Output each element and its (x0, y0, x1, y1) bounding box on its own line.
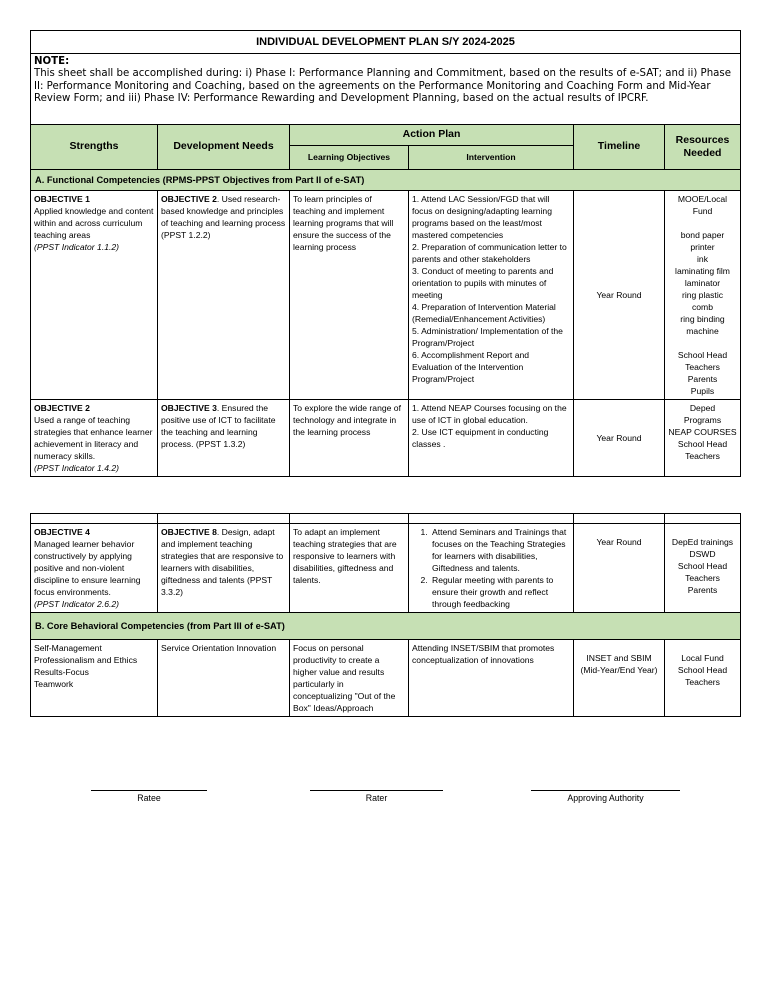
learning-objective-cell: To explore the wide range of technology and integrate in the learning process (290, 399, 409, 476)
list-line: ink (697, 253, 708, 264)
strength-objective-title: OBJECTIVE 2 (34, 402, 90, 413)
table-row (31, 523, 741, 612)
intervention-cell: 1. Attend LAC Session/FGD that will focus on designing/adapting learning programs based on the least/most mastered competencies 2. Preparation of communication letter to parents and other stakeholders 3. Conduct of meeting to parents and orientation to pupils with minutes of meeting 4. Preparation of Intervention Material (Remedial/Enhancement Activities) 5. Administration/ Implementation of the Program/Project 6. Accomplishment Report and Evaluation of the Intervention Program/Project (409, 190, 574, 399)
list-line: Deped (689, 402, 716, 413)
list-line: DSWD (689, 548, 716, 559)
resources-cell (665, 639, 741, 716)
need-objective-title: OBJECTIVE 8 (161, 526, 217, 537)
header-learning-objectives: Learning Objectives (290, 145, 409, 169)
need-text: . Ensured the positive use of ICT to facilitate the teaching and learning process. (PPST 1.3.2) (161, 402, 276, 449)
development-need-cell (158, 399, 290, 476)
strength-text: Applied knowledge and content within and across curriculum teaching areas (34, 205, 154, 240)
strength-text: Managed learner behavior constructively by applying positive and non-violent discipline to ensure learning focus environments. (34, 538, 141, 597)
blank-row (31, 513, 741, 523)
intervention-cell (409, 523, 574, 612)
list-line: Teachers (685, 572, 720, 583)
idp-table (30, 30, 741, 477)
resources-cell (665, 523, 741, 612)
strength-indicator: (PPST Indicator 2.6.2) (34, 598, 120, 609)
idp-table-continued (30, 513, 741, 717)
strength-indicator: (PPST Indicator 1.4.2) (34, 462, 120, 473)
list-line: School Head (677, 664, 728, 675)
signature-line (531, 790, 680, 791)
note-box (31, 54, 741, 125)
list-line: Self-Management (34, 642, 102, 653)
header-strengths: Strengths (31, 124, 158, 169)
signature-label-ratee: Ratee (137, 793, 161, 803)
list-line: bond paper (680, 229, 725, 240)
strength-objective-title: OBJECTIVE 4 (34, 526, 90, 537)
list-line: Teamwork (34, 678, 74, 689)
list-line: Teachers (685, 450, 720, 461)
table-row (31, 399, 741, 476)
signature-label-rater: Rater (365, 793, 388, 803)
list-line: School Head (677, 438, 728, 449)
intervention-cell: 1. Attend NEAP Courses focusing on the use of ICT in global education. 2. Use ICT equipment in conducting classes . (409, 399, 574, 476)
note-text: This sheet shall be accomplished during: i) Phase I: Performance Planning and Commitment, based on the results of e-SAT; and ii) Phase II: Performance Monitoring and Coaching, based on the agreements on the Performance Monitoring and Coaching Form and Mid-Year Review Form; and iii) Phase IV: Performance Rewarding and Development Planning, based on the actual results of IPCRF. (34, 68, 731, 105)
timeline-cell: Year Round (574, 190, 665, 399)
strength-cell (31, 399, 158, 476)
resources-cell (665, 190, 741, 399)
list-line: printer (690, 241, 715, 252)
list-line (668, 337, 737, 349)
learning-objective-cell: To adapt an implement teaching strategies that are responsive to learners with disabilities, giftedness and talents. (290, 523, 409, 612)
signature-line (310, 790, 443, 791)
list-line: ring plastic (681, 289, 724, 300)
intervention-item: 2. Regular meeting with parents to ensure their growth and reflect through feedbacking (430, 574, 570, 610)
strength-cell (31, 523, 158, 612)
section-b-title: B. Core Behavioral Competencies (from Part III of e-SAT) (31, 612, 741, 639)
list-line (668, 217, 737, 229)
learning-objective-cell: Focus on personal productivity to create a higher value and results particularly in conceptualizing "Out of the Box" Ideas/Approach (290, 639, 409, 716)
signature-line (91, 790, 207, 791)
list-line: comb (691, 301, 713, 312)
list-line: Results-Focus (34, 666, 89, 677)
signature-rater (310, 790, 443, 803)
list-line: MOOE/Local (677, 193, 728, 204)
list-line: Local Fund (681, 652, 724, 663)
list-line: School Head (677, 349, 728, 360)
list-line: Teachers (685, 361, 720, 372)
list-line: ring binding (680, 313, 725, 324)
note-label: NOTE: (34, 56, 70, 67)
table-row (31, 639, 741, 716)
list-line: Pupils (690, 385, 715, 396)
idp-sheet (30, 30, 740, 717)
list-line: laminating film (675, 265, 730, 276)
list-line: laminator (684, 277, 721, 288)
timeline-cell: Year Round (574, 399, 665, 476)
list-line: Fund (692, 205, 713, 216)
document-title: INDIVIDUAL DEVELOPMENT PLAN S/Y 2024-2025 (31, 31, 741, 54)
list-line: Professionalism and Ethics (34, 654, 138, 665)
list-line: (Mid-Year/End Year) (580, 664, 658, 675)
header-timeline: Timeline (574, 124, 665, 169)
strength-cell (31, 639, 158, 716)
list-line: Teachers (685, 676, 720, 687)
signature-approving-authority (531, 790, 680, 803)
list-line: machine (686, 325, 719, 336)
resources-cell (665, 399, 741, 476)
development-need-cell (158, 190, 290, 399)
list-line: Parents (687, 584, 718, 595)
header-resources: Resources Needed (665, 124, 741, 169)
header-development-needs: Development Needs (158, 124, 290, 169)
need-objective-title: OBJECTIVE 2 (161, 193, 217, 204)
signature-ratee (91, 790, 207, 803)
table-row (31, 190, 741, 399)
intervention-cell: Attending INSET/SBIM that promotes conceptualization of innovations (409, 639, 574, 716)
need-text: . Used research-based knowledge and principles of teaching and learning process (PPST 1.2.2) (161, 193, 286, 240)
strength-cell (31, 190, 158, 399)
need-objective-title: OBJECTIVE 3 (161, 402, 217, 413)
learning-objective-cell: To learn principles of teaching and implement learning programs that will ensure the success of the learning process (290, 190, 409, 399)
list-line: NEAP COURSES (668, 426, 737, 437)
list-line: DepEd trainings (671, 536, 734, 547)
header-intervention: Intervention (409, 145, 574, 169)
signature-label-approving: Approving Authority (567, 793, 644, 803)
section-a-title: A. Functional Competencies (RPMS-PPST Objectives from Part II of e-SAT) (31, 169, 741, 190)
strength-objective-title: OBJECTIVE 1 (34, 193, 90, 204)
need-text: . Design, adapt and implement teaching strategies that are responsive to learners with disabilities, giftedness and talents (PPST 3.3.2) (161, 526, 284, 597)
list-line: Parents (687, 373, 718, 384)
strength-indicator: (PPST Indicator 1.1.2) (34, 241, 120, 252)
timeline-cell: Year Round (574, 523, 665, 612)
header-action-plan: Action Plan (290, 124, 574, 145)
development-need-cell (158, 523, 290, 612)
intervention-item: 1. Attend Seminars and Trainings that focuses on the Teaching Strategies for learners with disabilities, Giftedness and talents. (430, 526, 570, 574)
list-line: School Head (677, 560, 728, 571)
list-line: INSET and SBIM (586, 652, 652, 663)
timeline-cell (574, 639, 665, 716)
list-line: Programs (683, 414, 722, 425)
development-need-cell: Service Orientation Innovation (158, 639, 290, 716)
strength-text: Used a range of teaching strategies that enhance learner achievement in literacy and numeracy skills. (34, 414, 153, 461)
